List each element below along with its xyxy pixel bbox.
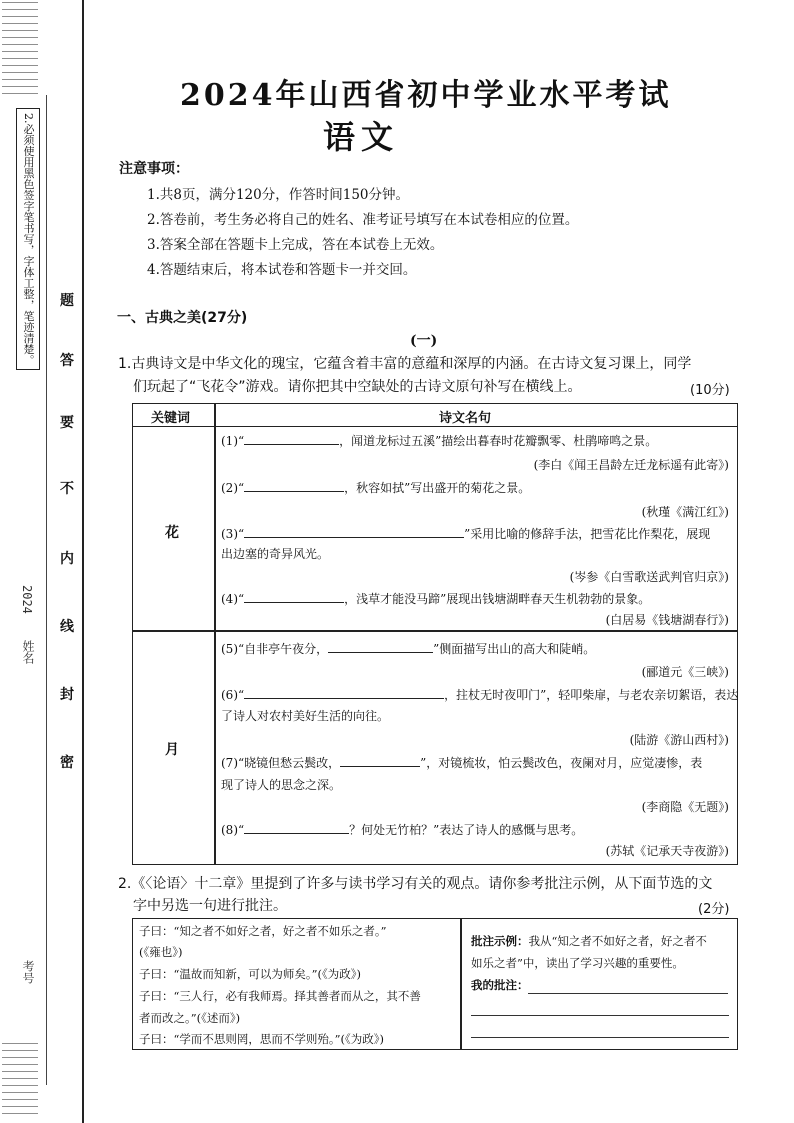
notice-heading: 注意事项： [119,161,189,177]
seal-char: 封 [60,687,74,703]
example-line1 [471,933,707,949]
seal-char: 密 [60,755,74,771]
poem-prefix: (4)“ [221,592,245,606]
poem-table-row-divider [133,630,737,632]
poem-table-header [133,404,737,427]
poem-item-6-cont: 了诗人对农村美好生活的向往。 [221,709,390,723]
poem-item-7-cont: 现了诗人的思念之深。 [221,778,342,792]
q2-stem-line2: 字中另选一句进行批注。 [133,898,287,914]
quote-line: 子曰：“温故而知新，可以为师矣。”(《为政》) [139,967,361,981]
keyword-yue: 月 [165,742,179,758]
annotation-table-divider [460,919,462,1049]
notice-item: 3.答案全部在答题卡上完成，答在本试卷上无效。 [147,237,444,253]
poem-source: (岑参《白雪歌送武判官归京》) [569,570,729,584]
poem-source: (秋瑾《满江红》) [641,505,729,519]
poem-item-6 [221,686,738,703]
answer-blank[interactable] [244,686,444,699]
poem-item-5 [221,640,595,657]
quote-line: 者而改之。”(《述而》) [139,1011,241,1025]
poem-prefix: (8)“ [221,823,245,837]
answer-blank[interactable] [328,640,433,653]
example-text: 我从“知之者不如好之者，好之者不 [528,934,707,948]
binding-instruction: 2.必须使用黑色签字笔书写，字体工整，笔迹清楚。 [16,108,40,370]
answer-blank[interactable] [340,754,420,767]
answer-line[interactable] [471,1037,729,1038]
quote-line: 子曰：“学而不思则罔，思而不学则殆。”(《为政》) [139,1032,384,1046]
side-mark: 2024 [20,585,34,614]
notice-item: 1.共8页，满分120分，作答时间150分钟。 [147,187,410,203]
poem-source: (李白《闻王昌龄左迁龙标遥有此寄》) [533,458,729,472]
seal-char: 不 [60,481,74,497]
annotation-table [132,918,738,1050]
binding-scallop-top [2,0,38,100]
my-annotation-label: 我的批注： [471,978,529,992]
binding-scallop-bottom [2,1040,38,1120]
poem-text: ，闻道龙标过五溪”描绘出暮春时花瓣飘零、杜鹃啼鸣之景。 [339,434,658,448]
poem-source: (陆游《游山西村》) [629,733,729,747]
q2-score: (2分) [698,902,730,917]
answer-blank[interactable] [244,479,344,492]
keyword-hua: 花 [165,525,179,541]
side-mark: 姓名 [21,640,35,664]
poem-text: ，浅草才能没马蹄”展现出钱塘湖畔春天生机勃勃的景象。 [344,592,651,606]
q2-stem-line1: 2.《〈论语〉十二章》里提到了许多与读书学习有关的观点。请你参考批注示例，从下面节选的文 [118,876,713,892]
poem-item-7 [221,754,702,771]
poem-prefix: (7)“晓镜但愁云鬓改， [221,756,341,770]
poem-text: ，秋容如拭”写出盛开的菊花之景。 [344,481,531,495]
poem-item-3-cont: 出边塞的奇异风光。 [221,547,330,561]
q1-stem-line1: 1.古典诗文是中华文化的瑰宝，它蕴含着丰富的意蕴和深厚的内涵。在古诗文复习课上，同学 [118,356,692,372]
quote-line: (《雍也》) [139,945,183,959]
poem-item-4 [221,590,650,607]
quote-line: 子曰：“三人行，必有我师焉。择其善者而从之，其不善 [139,989,421,1003]
binding-outer-line [82,0,84,1123]
answer-line[interactable] [471,1015,729,1016]
seal-char: 线 [60,619,74,635]
seal-char: 答 [60,353,74,369]
poem-text: ，拄杖无时夜叩门”，轻叩柴扉，与老农亲切絮语，表达 [444,688,739,702]
seal-char: 要 [60,415,74,431]
answer-blank[interactable] [244,590,344,603]
notice-item: 2.答卷前，考生务必将自己的姓名、准考证号填写在本试卷相应的位置。 [147,212,579,228]
poem-source: (郦道元《三峡》) [641,665,729,679]
poem-text: ”采用比喻的修辞手法，把雪花比作梨花，展现 [464,527,711,541]
quote-line: 子曰：“知之者不如好之者，好之者不如乐之者。” [139,924,387,938]
poem-text: ”，对镜梳妆，怕云鬓改色，夜阑对月，应觉凄惨，表 [420,756,703,770]
answer-blank[interactable] [244,525,464,538]
poem-item-3 [221,525,710,542]
example-line2: 如乐之者”中，读出了学习兴趣的重要性。 [471,956,684,970]
poem-source: (苏轼《记承天寺夜游》) [605,844,729,858]
col-poem-header: 诗文名句 [439,411,492,426]
side-mark: 考号 [21,960,35,984]
poem-item-2 [221,479,530,496]
poem-text: ？何处无竹柏？”表达了诗人的感慨与思考。 [349,823,584,837]
answer-blank[interactable] [244,821,349,834]
answer-blank[interactable] [244,432,339,445]
poem-item-1 [221,432,657,449]
q1-stem-line2: 们玩起了“飞花令”游戏。请你把其中空缺处的古诗文原句补写在横线上。 [133,379,582,395]
seal-char: 题 [60,293,74,309]
poem-text: ”侧面描写出山的高大和陡峭。 [433,642,596,656]
notice-item: 4.答题结束后，将本试卷和答题卡一并交回。 [147,262,417,278]
poem-prefix: (5)“自非亭午夜分， [221,642,329,656]
poem-prefix: (1)“ [221,434,245,448]
poem-prefix: (3)“ [221,527,245,541]
poem-table [132,403,738,865]
example-label: 批注示例： [471,934,529,948]
answer-line[interactable] [528,993,728,994]
poem-prefix: (2)“ [221,481,245,495]
poem-source: (李商隐《无题》) [641,800,729,814]
poem-source: (白居易《钱塘湖春行》) [605,613,729,627]
part-heading: (一) [410,333,438,349]
poem-item-8 [221,821,583,838]
q1-score: (10分) [690,383,730,398]
exam-subject: 语文 [323,118,400,156]
col-keyword-header: 关键词 [151,411,191,426]
poem-prefix: (6)“ [221,688,245,702]
exam-title: 2024年山西省初中学业水平考试 [180,78,672,113]
binding-strip [0,0,86,1123]
binding-inner-line [46,95,47,1085]
section-heading: 一、古典之美(27分) [117,310,248,326]
poem-table-divider [214,404,216,864]
seal-char: 内 [60,551,74,567]
